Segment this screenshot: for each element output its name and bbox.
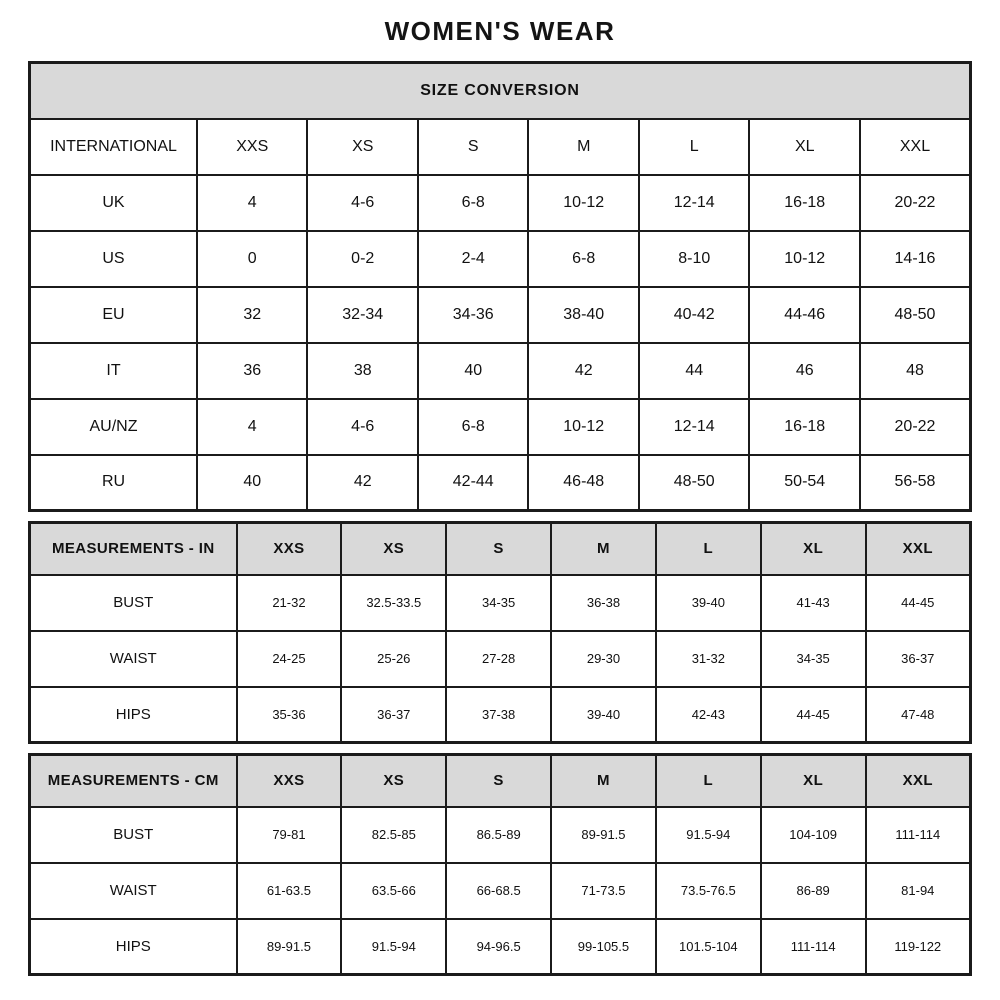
table-cell: 91.5-94	[341, 919, 446, 975]
table-cell: 50-54	[749, 455, 860, 511]
table-row	[30, 575, 971, 631]
table-cell: 34-35	[446, 575, 551, 631]
table-cell: 42-44	[418, 455, 529, 511]
table-cell: 34-35	[761, 631, 866, 687]
table-cell: 20-22	[860, 175, 971, 231]
table-cell: 36	[197, 343, 308, 399]
table-cell: 10-12	[528, 175, 639, 231]
table-cell: M	[528, 119, 639, 175]
table-row	[30, 455, 971, 511]
table-row	[30, 119, 971, 175]
row-label: HIPS	[30, 687, 237, 743]
table-row	[30, 175, 971, 231]
page-title: WOMEN'S WEAR	[384, 16, 616, 46]
table-cell: 89-91.5	[237, 919, 342, 975]
table-cell: 38-40	[528, 287, 639, 343]
table-cell: 36-37	[866, 631, 971, 687]
size-header-cell: XS	[341, 523, 446, 575]
table-cell: 4	[197, 399, 308, 455]
table-cell: 89-91.5	[551, 807, 656, 863]
table-cell: 91.5-94	[656, 807, 761, 863]
table-banner: SIZE CONVERSION	[30, 63, 971, 119]
table-cell: 10-12	[528, 399, 639, 455]
row-label: IT	[30, 343, 197, 399]
header-row	[30, 523, 971, 575]
table-cell: 16-18	[749, 175, 860, 231]
table-cell: 6-8	[528, 231, 639, 287]
table-cell: 12-14	[639, 175, 750, 231]
table-row	[30, 231, 971, 287]
table-row	[30, 399, 971, 455]
row-label: RU	[30, 455, 197, 511]
table-title-cell: MEASUREMENTS - IN	[30, 523, 237, 575]
table-cell: 31-32	[656, 631, 761, 687]
table-cell: 101.5-104	[656, 919, 761, 975]
table-cell: 81-94	[866, 863, 971, 919]
table-cell: 41-43	[761, 575, 866, 631]
table-cell: 94-96.5	[446, 919, 551, 975]
size-header-cell: S	[446, 755, 551, 807]
table-cell: 42-43	[656, 687, 761, 743]
table-cell: 16-18	[749, 399, 860, 455]
size-header-cell: L	[656, 523, 761, 575]
table-cell: 71-73.5	[551, 863, 656, 919]
table-cell: 42	[307, 455, 418, 511]
table-cell: 36-37	[341, 687, 446, 743]
table-cell: 40	[197, 455, 308, 511]
table-cell: 39-40	[656, 575, 761, 631]
table-cell: 46-48	[528, 455, 639, 511]
table-cell: 48-50	[860, 287, 971, 343]
measurements-in-table	[28, 521, 972, 744]
size-header-cell: XXS	[237, 523, 342, 575]
table-cell: 4-6	[307, 399, 418, 455]
table-row	[30, 863, 971, 919]
size-header-cell: M	[551, 523, 656, 575]
table-cell: 111-114	[761, 919, 866, 975]
table-row	[30, 343, 971, 399]
table-cell: 73.5-76.5	[656, 863, 761, 919]
table-row	[30, 687, 971, 743]
table-cell: 63.5-66	[341, 863, 446, 919]
table-cell: 48-50	[639, 455, 750, 511]
table-cell: 56-58	[860, 455, 971, 511]
table-cell: 14-16	[860, 231, 971, 287]
table-cell: 44-45	[761, 687, 866, 743]
table-cell: 12-14	[639, 399, 750, 455]
size-header-cell: L	[656, 755, 761, 807]
size-header-cell: M	[551, 755, 656, 807]
row-label: WAIST	[30, 631, 237, 687]
row-label: INTERNATIONAL	[30, 119, 197, 175]
table-cell: 2-4	[418, 231, 529, 287]
size-header-cell: XXS	[237, 755, 342, 807]
row-label: HIPS	[30, 919, 237, 975]
table-cell: 29-30	[551, 631, 656, 687]
table-cell: 4	[197, 175, 308, 231]
table-cell: XXS	[197, 119, 308, 175]
row-label: AU/NZ	[30, 399, 197, 455]
table-cell: 24-25	[237, 631, 342, 687]
table-cell: 99-105.5	[551, 919, 656, 975]
table-cell: 66-68.5	[446, 863, 551, 919]
table-cell: 104-109	[761, 807, 866, 863]
table-cell: 27-28	[446, 631, 551, 687]
size-header-cell: XXL	[866, 523, 971, 575]
table-cell: 111-114	[866, 807, 971, 863]
row-label: EU	[30, 287, 197, 343]
row-label: BUST	[30, 575, 237, 631]
table-cell: 32-34	[307, 287, 418, 343]
table-cell: XXL	[860, 119, 971, 175]
table-cell: S	[418, 119, 529, 175]
row-label: WAIST	[30, 863, 237, 919]
table-row	[30, 919, 971, 975]
size-header-cell: XL	[761, 755, 866, 807]
row-label: US	[30, 231, 197, 287]
table-cell: 6-8	[418, 175, 529, 231]
table-cell: 47-48	[866, 687, 971, 743]
size-header-cell: S	[446, 523, 551, 575]
table-cell: 86-89	[761, 863, 866, 919]
table-cell: 20-22	[860, 399, 971, 455]
table-cell: XL	[749, 119, 860, 175]
table-cell: 86.5-89	[446, 807, 551, 863]
table-cell: 10-12	[749, 231, 860, 287]
header-row	[30, 755, 971, 807]
table-row	[30, 631, 971, 687]
table-cell: 46	[749, 343, 860, 399]
table-cell: XS	[307, 119, 418, 175]
size-header-cell: XS	[341, 755, 446, 807]
table-row	[30, 287, 971, 343]
table-cell: L	[639, 119, 750, 175]
table-cell: 4-6	[307, 175, 418, 231]
table-cell: 119-122	[866, 919, 971, 975]
table-cell: 48	[860, 343, 971, 399]
table-cell: 32.5-33.5	[341, 575, 446, 631]
table-cell: 61-63.5	[237, 863, 342, 919]
table-cell: 6-8	[418, 399, 529, 455]
table-cell: 34-36	[418, 287, 529, 343]
size-conversion-table	[28, 61, 972, 512]
table-cell: 79-81	[237, 807, 342, 863]
table-cell: 32	[197, 287, 308, 343]
table-title-cell: MEASUREMENTS - CM	[30, 755, 237, 807]
table-cell: 42	[528, 343, 639, 399]
table-cell: 82.5-85	[341, 807, 446, 863]
table-cell: 21-32	[237, 575, 342, 631]
table-cell: 25-26	[341, 631, 446, 687]
table-cell: 37-38	[446, 687, 551, 743]
table-cell: 39-40	[551, 687, 656, 743]
table-cell: 40-42	[639, 287, 750, 343]
table-cell: 35-36	[237, 687, 342, 743]
row-label: UK	[30, 175, 197, 231]
table-row	[30, 807, 971, 863]
table-cell: 8-10	[639, 231, 750, 287]
table-cell: 36-38	[551, 575, 656, 631]
measurements-cm-table	[28, 753, 972, 976]
banner-row	[30, 63, 971, 119]
table-cell: 0-2	[307, 231, 418, 287]
size-header-cell: XL	[761, 523, 866, 575]
table-cell: 40	[418, 343, 529, 399]
table-cell: 38	[307, 343, 418, 399]
table-cell: 44-45	[866, 575, 971, 631]
row-label: BUST	[30, 807, 237, 863]
table-cell: 44-46	[749, 287, 860, 343]
size-header-cell: XXL	[866, 755, 971, 807]
table-cell: 0	[197, 231, 308, 287]
table-cell: 44	[639, 343, 750, 399]
